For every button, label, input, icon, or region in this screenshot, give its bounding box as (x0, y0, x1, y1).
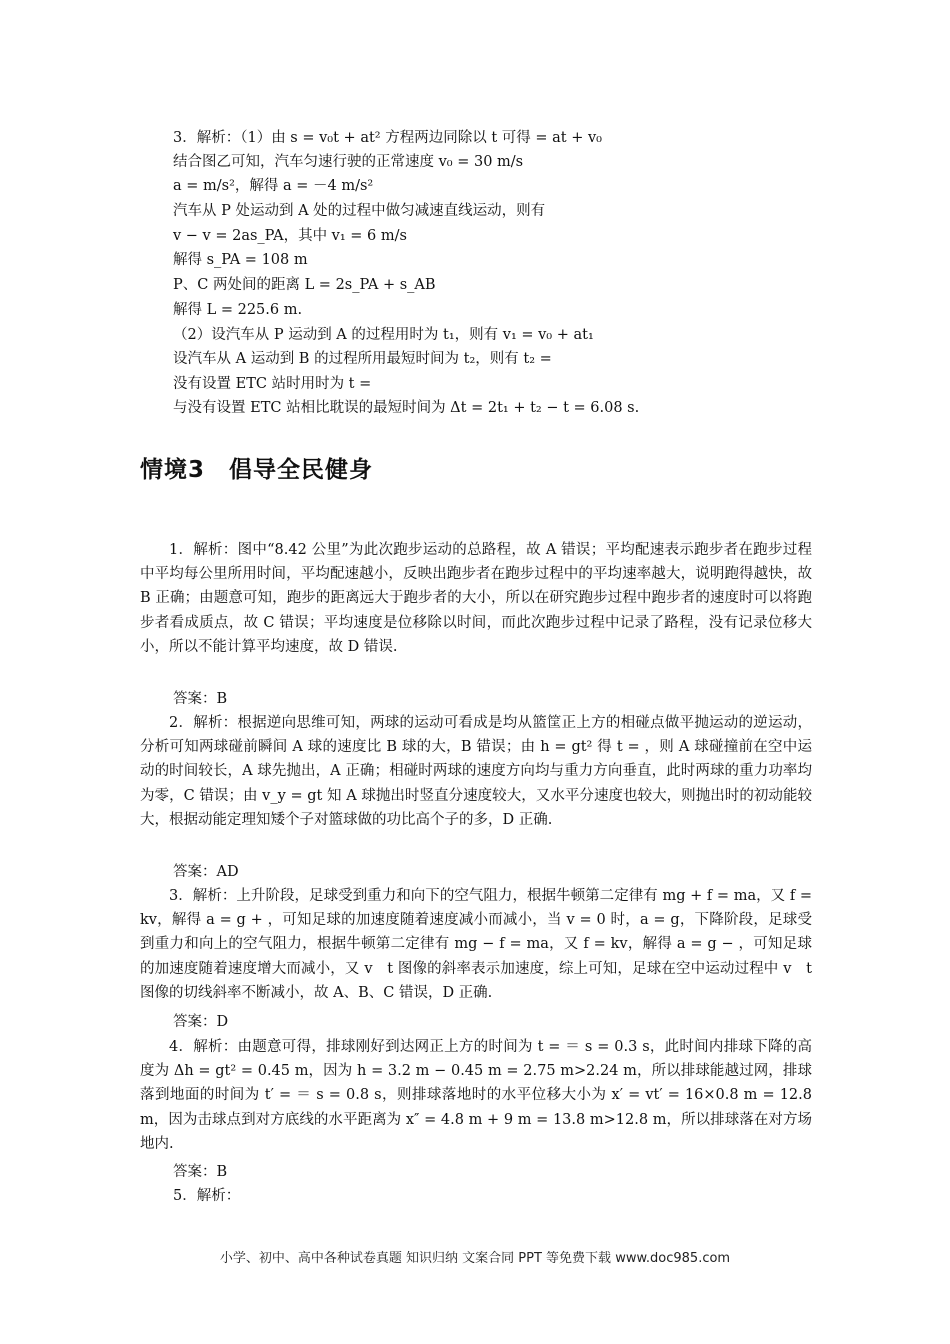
solution-line: 3．解析：（1）由 s = v₀t + at² 方程两边同除以 t 可得 = at + v₀ (173, 130, 602, 146)
solution-line: P、C 两处间的距离 L = 2s_PA + s_AB (173, 277, 436, 293)
solution-line: v − v = 2as_PA，其中 v₁ = 6 m/s (173, 228, 407, 244)
solution-line: 汽车从 P 处运动到 A 处的过程中做匀减速直线运动，则有 (173, 203, 546, 219)
solution-paragraph-3: 3．解析：上升阶段，足球受到重力和向下的空气阻力，根据牛顿第二定律有 mg + f = ma，又 f = kv，解得 a = g + ，可知足球的加速度随着速度减小而减小，当 v = 0 时，a = g，下降阶段，足球受到重力和向上的空气阻力，根据牛顿第二定律有 mg − f = ma，又 f = kv，解得 a = g − ，可知足球的加速度随着速度增大而减小，又 v t 图像的斜率表示加速度，综上可知，足球在空中运动过程中 v t 图像的切线斜率不断减小，故 A、B、C 错误，D 正确. (140, 888, 812, 1001)
solution-line: 与没有设置 ETC 站相比耽误的最短时间为 Δt = 2t₁ + t₂ − t = 6.08 s. (173, 400, 640, 416)
solution-paragraph-1: 1．解析：图中“8.42 公里”为此次跑步运动的总路程，故 A 错误；平均配速表示跑步者在跑步过程中平均每公里所用时间，平均配速越小，反映出跑步者在跑步过程中的平均速率越大，说明跑得越快，故 B 正确；由题意可知，跑步的距离远大于跑步者的大小，所以在研究跑步过程中跑步者的速度时可以将跑步者看成质点，故 C 错误；平均速度是位移除以时间，而此次跑步过程中记录了路程，没有记录位移大小，所以不能计算平均速度，故 D 错误. (140, 542, 812, 655)
solution-5-start: 5．解析： (173, 1188, 241, 1204)
answer-1: 答案：B (173, 691, 228, 707)
solution-line: 设汽车从 A 运动到 B 的过程所用最短时间为 t₂，则有 t₂ = (173, 351, 552, 367)
answer-2: 答案：AD (173, 864, 239, 880)
solution-paragraph-4: 4．解析：由题意可得，排球刚好到达网正上方的时间为 t = ＝ s = 0.3 s，此时间内排球下降的高度为 Δh = gt² = 0.45 m，因为 h = 3.2 m − 0.45 m = 2.75 m>2.24 m，所以排球能越过网，排球落到地面的时间为 t′ = ＝ s = 0.8 s，则排球落地时的水平位移大小为 x′ = vt′ = 16×0.8 m = 12.8 m，因为击球点到对方底线的水平距离为 x″ = 4.8 m + 9 m = 13.8 m>12.8 m，所以排球落在对方场地内. (140, 1039, 812, 1152)
solution-line: 解得 L = 225.6 m. (173, 302, 303, 318)
solution-line: a = m/s²，解得 a = －4 m/s² (173, 178, 374, 194)
answer-3: 答案：D (173, 1014, 229, 1030)
section-heading: 情境3 倡导全民健身 (140, 457, 374, 483)
page-footer: 小学、初中、高中各种试卷真题 知识归纳 文案合同 PPT 等免费下载 www.doc985.com (219, 1251, 731, 1266)
solution-line: 解得 s_PA = 108 m (173, 252, 308, 268)
solution-line: 没有设置 ETC 站时用时为 t = (173, 376, 372, 392)
solution-line: （2）设汽车从 P 运动到 A 的过程用时为 t₁，则有 v₁ = v₀ + at₁ (173, 327, 594, 343)
answer-4: 答案：B (173, 1164, 228, 1180)
solution-line: 结合图乙可知，汽车匀速行驶的正常速度 v₀ = 30 m/s (173, 154, 524, 170)
solution-paragraph-2: 2．解析：根据逆向思维可知，两球的运动可看成是均从篮筐正上方的相碰点做平抛运动的逆运动，分析可知两球碰前瞬间 A 球的速度比 B 球的大，B 错误；由 h = gt² 得 t = ，则 A 球碰撞前在空中运动的时间较长，A 球先抛出，A 正确；相碰时两球的速度方向均与重力方向垂直，此时两球的重力功率均为零，C 错误；由 v_y = gt 知 A 球抛出时竖直分速度较大，又水平分速度也较大，则抛出时的初动能较大，根据动能定理知矮个子对篮球做的功比高个子的多，D 正确. (140, 715, 812, 828)
